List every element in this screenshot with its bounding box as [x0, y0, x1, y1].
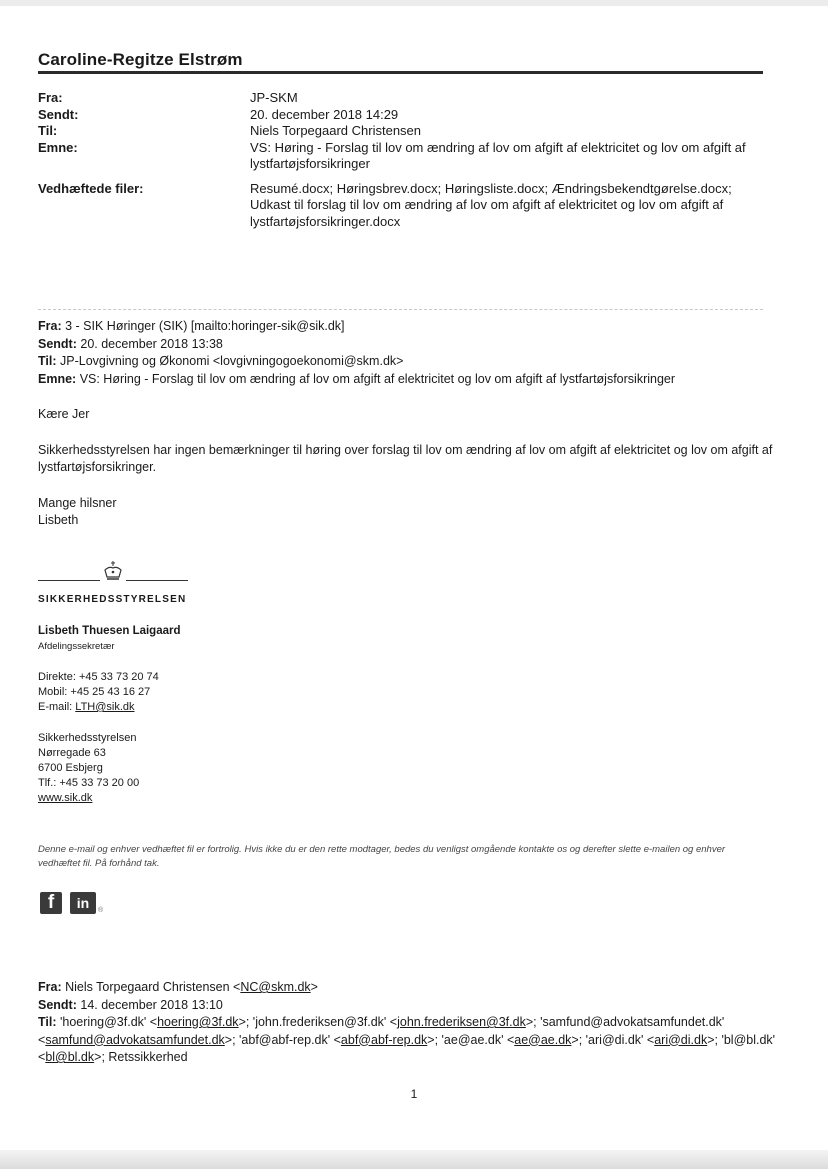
header-rule — [38, 71, 763, 74]
sent-label: Sendt: — [38, 336, 77, 351]
signature-city: 6700 Esbjerg — [38, 762, 103, 774]
recipient-email-link[interactable]: hoering@3f.dk — [157, 1015, 239, 1029]
mailbox-owner-name: Caroline-Regitze Elstrøm — [38, 50, 243, 69]
original-message-header — [38, 979, 778, 1067]
recipient-email-link[interactable]: ari@di.dk — [654, 1032, 708, 1047]
header-label: Fra: — [38, 90, 63, 105]
from-label: Fra: — [38, 980, 62, 994]
scan-top-edge — [0, 0, 828, 6]
header-label: Sendt: — [38, 106, 79, 122]
recipient-text: >; 'john.frederiksen@3f.dk' < — [238, 1015, 398, 1029]
recipient-text: >; 'ari@di.dk' < — [571, 1032, 655, 1047]
header-row-subject — [38, 140, 768, 173]
from-value: 3 - SIK Høringer (SIK) [mailto:horinger-sik@sik.dk] — [65, 319, 345, 333]
recipient-email-link[interactable]: abf@abf-rep.dk — [340, 1032, 428, 1047]
signature-street: Nørregade 63 — [38, 747, 106, 759]
header-label: Emne: — [38, 139, 78, 155]
recipient-text: >; 'ae@ae.dk' < — [427, 1032, 515, 1047]
to-label: Til: — [38, 1015, 57, 1029]
recipient-email-link[interactable]: ae@ae.dk — [514, 1032, 572, 1047]
organization-name: SIKKERHEDSSTYRELSEN — [38, 594, 187, 605]
greeting: Kære Jer — [38, 407, 90, 421]
linkedin-icon[interactable]: in — [70, 892, 96, 914]
forwarded-message — [38, 318, 778, 530]
page-number: 1 — [410, 1087, 418, 1101]
recipient-text: >; 'samfund@advokatsamfundet.dk' < — [38, 1015, 725, 1047]
header-label: Til: — [38, 123, 58, 138]
scan-bottom-edge — [0, 1150, 828, 1169]
recipient-text: >; 'bl@bl.dk' < — [38, 1032, 776, 1064]
header-row-to — [38, 123, 768, 140]
from-email-link[interactable]: NC@skm.dk — [240, 980, 311, 994]
organization-logo — [38, 558, 188, 605]
header-value: Niels Torpegaard Christensen — [250, 123, 422, 138]
from-label: Fra: — [38, 319, 62, 333]
from-end: > — [310, 980, 318, 994]
to-label: Til: — [38, 354, 57, 368]
subject-label: Emne: — [38, 371, 77, 386]
recipient-text: 'hoering@3f.dk' < — [60, 1015, 158, 1029]
social-links — [40, 892, 103, 914]
signature-company: Sikkerhedsstyrelsen — [38, 732, 137, 744]
signature-phone: Tlf.: +45 33 73 20 00 — [38, 777, 140, 789]
from-name: Niels Torpegaard Christensen < — [65, 980, 241, 994]
sent-value: 14. december 2018 13:10 — [80, 997, 223, 1012]
email-label: E-mail: — [38, 701, 76, 713]
signature-role: Afdelingssekretær — [38, 641, 115, 652]
header-value: 20. december 2018 14:29 — [250, 106, 399, 122]
closing: Mange hilsner — [38, 495, 117, 510]
email-signature — [38, 624, 181, 806]
confidentiality-disclaimer: Denne e-mail og enhver vedhæftet fil er fortrolig. Hvis ikke du er den rette modtager, bedes du venligst omgående kontakte os og derefter slette e-mailen og enhver vedhæftet fil. På forhånd tak. — [38, 844, 726, 869]
message-separator — [38, 309, 763, 310]
header-row-sent — [38, 107, 768, 124]
signature-mobile: Mobil: +45 25 43 16 27 — [38, 686, 151, 698]
message-body: Sikkerhedsstyrelsen har ingen bemærkninger til høring over forslag til lov om ændring af lov om afgift af elektricitet og lov om afgift af lystfartøjsforsikringer. — [38, 442, 773, 474]
sent-label: Sendt: — [38, 997, 77, 1012]
header-row-attachments — [38, 181, 768, 231]
attachment-list[interactable]: Resumé.docx; Høringsbrev.docx; Høringsliste.docx; Ændringsbekendtgørelse.docx; Udkast til forslag til lov om ændring af lov om afgift af elektricitet og lov om afgift af lystfartøjsforsikringer.docx — [250, 180, 732, 229]
signature-website-link[interactable]: www.sik.dk — [38, 792, 93, 804]
signature-email-line — [38, 700, 181, 715]
recipient-email-link[interactable]: john.frederiksen@3f.dk — [397, 1015, 526, 1029]
signer-first-name: Lisbeth — [38, 513, 79, 527]
header-label: Vedhæftede filer: — [38, 180, 144, 196]
crown-icon — [101, 560, 125, 584]
header-row-from — [38, 90, 768, 107]
recipient-email-link[interactable]: bl@bl.dk — [45, 1050, 95, 1064]
recipient-email-link[interactable]: samfund@advokatsamfundet.dk — [45, 1032, 225, 1047]
signature-name: Lisbeth Thuesen Laigaard — [38, 625, 181, 637]
signature-direct-phone: Direkte: +45 33 73 20 74 — [38, 671, 159, 683]
registered-mark: ® — [98, 907, 104, 914]
facebook-icon[interactable]: f — [40, 892, 62, 914]
recipient-list — [38, 1015, 775, 1064]
header-value: JP-SKM — [250, 90, 298, 105]
recipient-text: >; Retssikkerhed — [94, 1050, 188, 1064]
sent-value: 20. december 2018 13:38 — [80, 336, 223, 351]
email-header-block — [38, 90, 768, 230]
recipient-text: >; 'abf@abf-rep.dk' < — [224, 1032, 341, 1047]
subject-value: VS: Høring - Forslag til lov om ændring af lov om afgift af elektricitet og lov om afgift af lystfartøjsforsikringer — [79, 371, 676, 386]
signature-email-link[interactable]: LTH@sik.dk — [75, 701, 135, 713]
header-value: VS: Høring - Forslag til lov om ændring af lov om afgift af elektricitet og lov om afgift af lystfartøjsforsikringer — [250, 139, 746, 171]
to-value: JP-Lovgivning og Økonomi <lovgivningogoekonomi@skm.dk> — [60, 354, 404, 368]
